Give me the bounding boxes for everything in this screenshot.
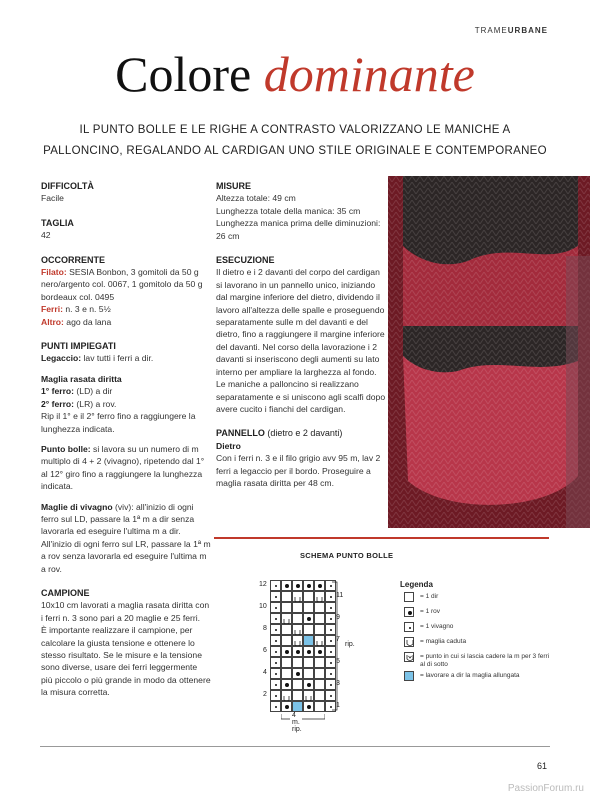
heading-esecuzione: ESECUZIONE: [216, 255, 275, 266]
chart-cell: [292, 591, 303, 602]
heading-difficolta: DIFFICOLTÀ: [41, 181, 94, 191]
row-label-10: 10: [259, 603, 267, 610]
chart-cell: [292, 668, 303, 679]
chart-cell: [281, 580, 292, 591]
footer-rule: [40, 746, 550, 747]
esecuzione-text: Il dietro e i 2 davanti del corpo del cardigan si lavorano in un pannello unico, iniziando dal margine inferiore del dietro, dividendo il lavoro all'altezza delle spalle e proseguendo separatamente sulle m del davanti e del dietro, fino a raggiungere il margine inferiore del davanti. Nel corso della lavorazione i 2 davanti si inseriscono degli aumenti su lato interno per ampliare la larghezza al fondo. Le maniche a palloncino si realizzano separatamente e si uniscono agli scalfi dopo avere cucito i fianchi del cardigan.: [216, 267, 386, 414]
heading-taglia: TAGLIA: [41, 217, 74, 228]
heading-maglia-rasata: Maglia rasata diritta: [41, 373, 122, 384]
page-number: 61: [536, 761, 547, 771]
legend-item-dir: = 1 dir: [400, 592, 550, 606]
heading-campione: CAMPIONE: [41, 587, 90, 598]
chart-cell: [303, 679, 314, 690]
vivagno-text: Maglie di vivagno (viv): all'inizio di ogni ferro sul LD, passare la 1ª m a dir senza lavorarla ed eseguire l'ultima m a dir. All'inizio di ogni ferro sul LR, passare la 1ª m a rov senza lavorarla ed eseguire l'ultima m a rov.: [41, 501, 211, 574]
chart-cell: [281, 602, 292, 613]
chart-cell: [292, 679, 303, 690]
heading-punti: PUNTI IMPIEGATI: [41, 341, 116, 352]
instructions-column-1: [41, 180, 211, 699]
subtitle: IL PUNTO BOLLE E LE RIGHE A CONTRASTO VALORIZZANO LE MANICHE A PALLONCINO, REGALANDO AL CARDIGAN UNO STILE ORIGINALE E CONTEMPORANEO: [43, 124, 547, 157]
chart-cell: [303, 613, 314, 624]
difficolta-value: Facile: [41, 193, 64, 204]
chart-divider: [214, 537, 549, 539]
chart-cell: [314, 679, 325, 690]
chart-cell: [314, 690, 325, 701]
chart-cell: [292, 602, 303, 613]
chart-cell: [292, 646, 303, 657]
row-label-7: 7: [336, 636, 340, 643]
chart-cell: [281, 701, 292, 712]
heading-pannello: PANNELLO (dietro e 2 davanti): [216, 428, 343, 439]
chart-cell: [303, 657, 314, 668]
legend-title: Legenda: [400, 580, 433, 589]
chart-cell: [292, 580, 303, 591]
rip-label-bottom: rip.: [292, 726, 302, 733]
row-label-12: 12: [259, 581, 267, 588]
small-dot-icon: [404, 622, 414, 632]
chart-cell: [314, 701, 325, 712]
chart-cell: [314, 668, 325, 679]
ferri-text: Ferri: n. 3 e n. 5½: [41, 304, 111, 315]
chart-cell: [270, 635, 281, 646]
instructions-column-2: [216, 180, 388, 489]
drop-point-icon: [404, 652, 414, 662]
chart-cell: [281, 646, 292, 657]
chart-cell: [314, 613, 325, 624]
chart-cell: [292, 635, 303, 646]
chart-cell: [303, 602, 314, 613]
chart-cell: [303, 635, 314, 646]
heading-misure: MISURE: [216, 181, 252, 191]
chart-cell: [281, 591, 292, 602]
chart-cell: [281, 613, 292, 624]
legend-item-drop-point: = punto in cui si lascia cadere la m per 3 ferri al di sotto: [400, 652, 550, 670]
empty-cell-icon: [404, 592, 414, 602]
ferro2-text: 2° ferro: (LR) a rov.: [41, 398, 117, 409]
chart-cell: [270, 580, 281, 591]
punto-bolle-text: Punto bolle: si lavora su un numero di m multiplo di 4 + 2 (vivagno), ripetendo dal 1° al 12° giro fino a raggiungere la lunghezza indicata.: [41, 443, 205, 492]
chart-cell: [314, 635, 325, 646]
legaccio-text: Legaccio: lav tutti i ferri a dir.: [41, 353, 154, 364]
dot-icon: [404, 607, 414, 617]
chart-cell: [303, 580, 314, 591]
blue-cell-icon: [404, 671, 414, 681]
rip-label-right: rip.: [345, 641, 355, 648]
campione-text: 10x10 cm lavorati a maglia rasata diritta con i ferri n. 3 sono pari a 20 maglie e 25 ferri.: [41, 600, 210, 623]
row-label-1: 1: [336, 702, 340, 709]
altro-text: Altro: ago da lana: [41, 316, 112, 327]
watermark: PassionForum.ru: [507, 783, 584, 794]
chart-cell: [270, 591, 281, 602]
chart-cell: [281, 668, 292, 679]
row-label-9: 9: [336, 614, 340, 621]
chart-cell: [314, 624, 325, 635]
heading-occorrente: OCCORRENTE: [41, 254, 106, 265]
drop-stitch-icon: [404, 637, 414, 647]
sleeve-photo: [388, 176, 590, 528]
row-label-5: 5: [336, 658, 340, 665]
ripeti-text: Rip il 1° e il 2° ferro fino a raggiungere la lunghezza indicata.: [41, 411, 196, 434]
chart-cell: [292, 624, 303, 635]
chart-cell: [303, 668, 314, 679]
row-label-8: 8: [263, 625, 267, 632]
chart-cell: [292, 613, 303, 624]
chart-legend: [400, 580, 550, 686]
taglia-value: 42: [41, 230, 51, 241]
row-label-6: 6: [263, 647, 267, 654]
repeat-bracket-right: [332, 580, 344, 712]
chart-cell: [292, 701, 303, 712]
schema-title: SCHEMA PUNTO BOLLE: [300, 551, 394, 560]
chart-cell: [281, 657, 292, 668]
chart-cell: [303, 690, 314, 701]
chart-cell: [270, 602, 281, 613]
chart-cell: [270, 657, 281, 668]
chart-cell: [270, 690, 281, 701]
chart-cell: [292, 657, 303, 668]
chart-cell: [314, 591, 325, 602]
chart-cell: [270, 701, 281, 712]
legend-item-vivagno: = 1 vivagno: [400, 622, 550, 636]
misure-text: Altezza totale: 49 cm Lunghezza totale della manica: 35 cm Lunghezza manica prima delle diminuzioni: 26 cm: [216, 193, 381, 241]
filato-text: Filato: SESIA Bonbon, 3 gomitoli da 50 g nero/argento col. 0067, 1 gomitolo da 50 g bordeaux col. 0495: [41, 267, 203, 302]
chart-cell: [281, 635, 292, 646]
campione-note: È importante realizzare il campione, per calcolare la giusta tensione e ottenere lo stesso risultato. Se le misure e la tensione sono diverse, usare dei ferri leggermente più piccolo o più grande in modo da ottenere la misura corretta.: [41, 625, 211, 698]
width-label: 4 m.: [292, 712, 300, 726]
dietro-text: Con i ferri n. 3 e il filo grigio avv 95 m, lav 2 ferri a legaccio per il bordo. Proseguire a maglia rasata diritta per 48 cm.: [216, 453, 381, 488]
chart-cell: [303, 701, 314, 712]
row-label-4: 4: [263, 669, 267, 676]
repeat-bracket-bottom: [281, 714, 325, 724]
chart-cell: [270, 646, 281, 657]
page-title: Colore dominante: [115, 46, 475, 102]
legend-item-rov: = 1 rov: [400, 607, 550, 621]
chart-cell: [303, 624, 314, 635]
chart-cell: [303, 646, 314, 657]
legend-item-caduta: = maglia caduta: [400, 637, 550, 651]
chart-cell: [314, 646, 325, 657]
row-label-3: 3: [336, 680, 340, 687]
legend-item-allungata: = lavorare a dir la maglia allungata: [400, 671, 550, 685]
chart-cell: [314, 602, 325, 613]
chart-cell: [281, 690, 292, 701]
chart-cell: [270, 613, 281, 624]
chart-cell: [303, 591, 314, 602]
ferro1-text: 1° ferro: (LD) a dir: [41, 386, 113, 397]
row-label-2: 2: [263, 691, 267, 698]
section-tag: TRAMEURBANE: [474, 26, 548, 35]
chart-cell: [281, 679, 292, 690]
chart-cell: [270, 624, 281, 635]
heading-dietro: Dietro: [216, 440, 241, 451]
row-label-11: 11: [336, 592, 344, 599]
chart-cell: [292, 690, 303, 701]
chart-cell: [314, 580, 325, 591]
chart-cell: [270, 668, 281, 679]
chart-cell: [314, 657, 325, 668]
chart-cell: [270, 679, 281, 690]
chart-cell: [281, 624, 292, 635]
